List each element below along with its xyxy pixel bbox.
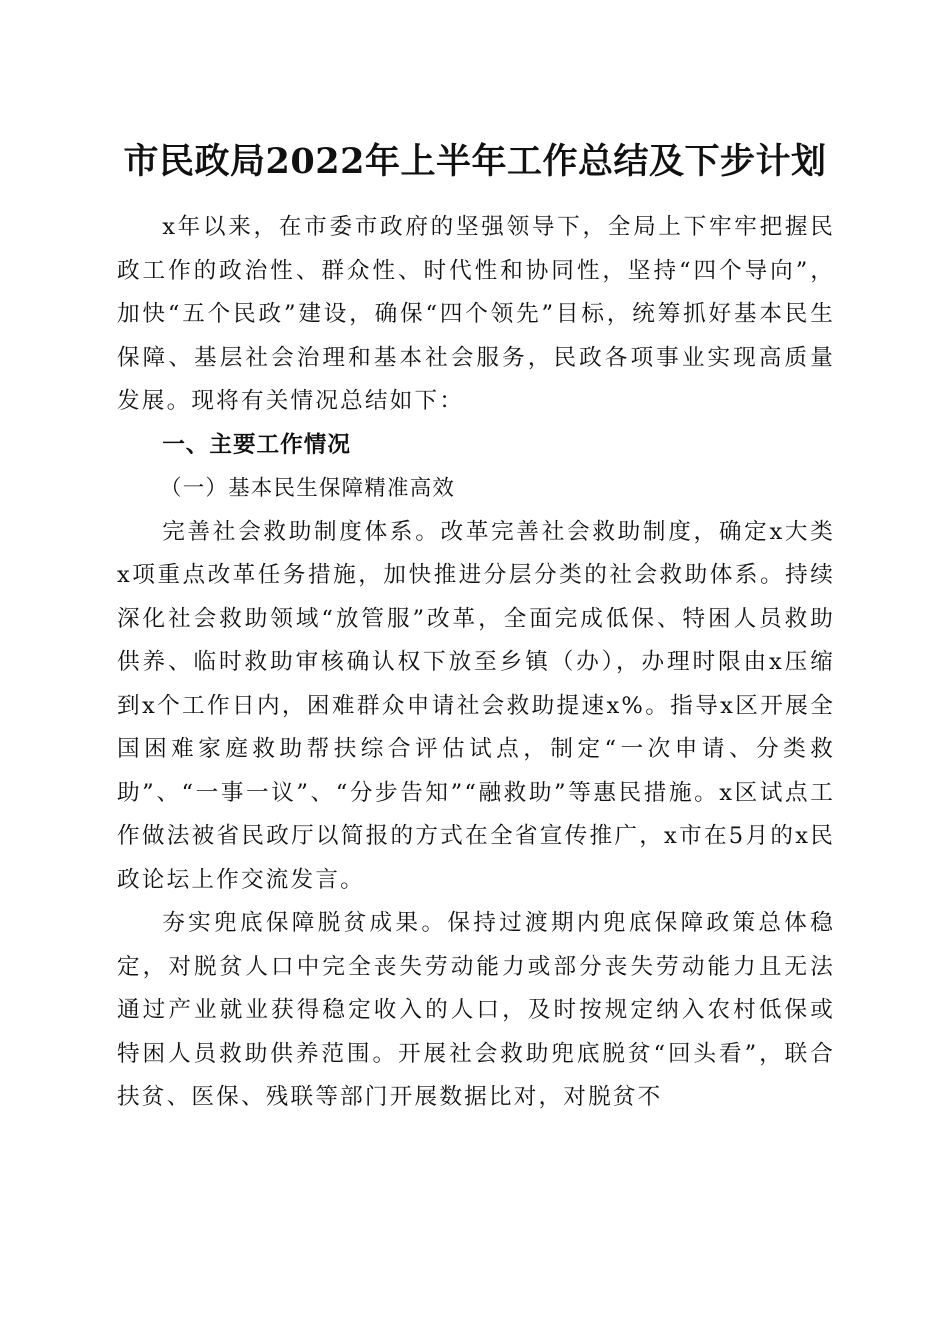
- body-paragraph: 夯实兜底保障脱贫成果。保持过渡期内兜底保障政策总体稳定，对脱贫人口中完全丧失劳动能力或部分丧失劳动能力且无法通过产业就业获得稳定收入的人口，及时按规定纳入农村低保或特困人员救助供养范围。开展社会救助兜底脱贫“回头看”，联合扶贫、医保、残联等部门开展数据比对，对脱贫不: [117, 910, 835, 1110]
- section-heading: 一、主要工作情况: [162, 431, 351, 458]
- subsection-heading: （一）基本民生保障精准高效: [160, 476, 456, 501]
- document-body: [117, 206, 835, 1120]
- document-title: 市民政局2022年上半年工作总结及下步计划: [123, 141, 827, 182]
- intro-paragraph: x年以来，在市委市政府的坚强领导下，全局上下牢牢把握民政工作的政治性、群众性、时代性和协同性，坚持“四个导向”，加快“五个民政”建设，确保“四个领先”目标，统筹抓好基本民生保障、基层社会治理和基本社会服务，民政各项事业实现高质量发展。现将有关情况总结如下：: [117, 214, 835, 414]
- body-paragraph: 完善社会救助制度体系。改革完善社会救助制度，确定x大类x项重点改革任务措施，加快推进分层分类的社会救助体系。持续深化社会救助领域“放管服”改革，全面完成低保、特困人员救助供养、临时救助审核确认权下放至乡镇（办），办理时限由x压缩到x个工作日内，困难群众申请社会救助提速x%。指导x区开展全国困难家庭救助帮扶综合评估试点，制定“一次申请、分类救助”、“一事一议”、“分步告知”“融救助”等惠民措施。x区试点工作做法被省民政厅以简报的方式在全省宣传推广，x市在5月的x民政论坛上作交流发言。: [117, 518, 835, 893]
